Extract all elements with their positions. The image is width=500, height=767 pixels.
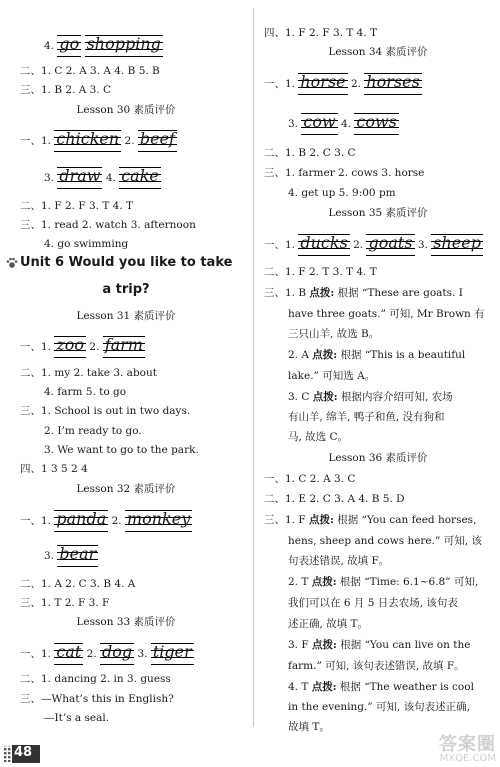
lesson-heading: Lesson 32 素质评价: [76, 483, 176, 495]
right-column: [256, 0, 500, 767]
watermark-url: MXQE.COM: [439, 753, 496, 764]
hint-label: 点拨:: [311, 681, 337, 693]
hint-label: 点拨:: [312, 391, 338, 403]
answer-line: 四、1 3 5 2 4: [20, 463, 88, 475]
lesson-heading: Lesson 35 素质评价: [328, 207, 428, 219]
answer-line: have three goats.” 可知, Mr Brown 有: [288, 308, 485, 320]
answer-line: 三、1. B 2. A 3. C: [20, 84, 112, 96]
answer-line: 三只山羊, 故选 B。: [288, 328, 380, 340]
answer-line: 三、—What’s this in English?: [20, 693, 174, 705]
answer-line: [44, 544, 98, 568]
answer-line: 二、1. E 2. C 3. A 4. B 5. D: [264, 493, 405, 505]
unit-title: Unit 6 Would you like to take: [20, 255, 233, 270]
item-number: 2.: [83, 648, 100, 660]
item-number: 4.: [102, 172, 120, 184]
answer-line: [288, 390, 453, 404]
handwritten-word: cows: [354, 112, 399, 136]
answer-line: 二、1. F 2. F 3. T 4. T: [20, 200, 134, 212]
hint-text: 根据 “You can feed horses,: [333, 514, 477, 526]
answer-line: [20, 335, 145, 359]
lesson-heading: Lesson 36 素质评价: [328, 452, 428, 464]
handwritten-word: monkey: [125, 509, 192, 533]
answer-line: 四、1. F 2. F 3. T 4. T: [264, 27, 378, 39]
answer-line: 我们可以在 6 月 5 日去农场, 该句表: [288, 597, 458, 609]
item-number: 3. C: [288, 391, 313, 403]
lesson-heading: Lesson 34 素质评价: [328, 46, 428, 58]
hint-text: 根据 “Time: 6.1~6.8” 可知,: [336, 576, 479, 588]
handwritten-word: farm: [103, 335, 145, 359]
item-number: 一、1.: [20, 341, 55, 353]
lesson-heading: Lesson 33 素质评价: [76, 616, 176, 628]
answer-line: 二、1. B 2. C 3. C: [264, 147, 356, 159]
answer-line: 2. I’m ready to go.: [44, 425, 142, 437]
item-number: 2.: [347, 78, 365, 90]
answer-line: 马, 故选 C。: [288, 431, 349, 443]
item-number: 2.: [349, 239, 367, 251]
answer-line: 三、1. read 2. watch 3. afternoon: [20, 219, 196, 231]
answer-line: in the evening.” 可知, 该句表述正确,: [288, 701, 471, 713]
handwritten-word: sheep: [431, 233, 483, 257]
item-number: 4.: [44, 40, 58, 52]
item-number: 4. T: [288, 681, 312, 693]
answer-line: [20, 509, 192, 533]
hint-label: 点拨:: [311, 576, 337, 588]
answer-line: 三、1. farmer 2. cows 3. horse: [264, 167, 425, 179]
answer-line: 二、1. my 2. take 3. about: [20, 367, 157, 379]
lesson-heading: Lesson 31 素质评价: [76, 310, 176, 322]
item-number: 三、1. B: [264, 287, 310, 299]
handwritten-word: go: [57, 34, 81, 58]
answer-line: [264, 233, 483, 257]
answer-line: 一、1. C 2. A 3. C: [264, 473, 356, 485]
item-number: 一、1.: [264, 78, 299, 90]
handwritten-word: horse: [298, 72, 347, 96]
hint-text: 根据内容介绍可知, 农场: [337, 391, 453, 403]
item-number: 2. T: [288, 576, 312, 588]
handwritten-word: beef: [138, 129, 177, 153]
paw-icon: [6, 257, 18, 269]
hint-text: 根据 “The weather is cool: [336, 681, 474, 693]
answer-line: [288, 680, 474, 694]
answer-line: [288, 575, 478, 589]
hint-text: 根据 “You can live on the: [336, 639, 471, 651]
answer-line: [264, 72, 422, 96]
handwritten-word: cow: [301, 112, 337, 136]
handwritten-word: ducks: [298, 233, 349, 257]
answer-line: 二、1. A 2. C 3. B 4. A: [20, 578, 136, 590]
handwritten-word: cake: [119, 166, 161, 190]
answer-line: 三、1. T 2. F 3. F: [20, 597, 110, 609]
answer-line: [264, 513, 476, 527]
item-number: 2. A: [288, 349, 313, 361]
answer-line: farm.” 可知, 该句表述错误, 故填 F。: [288, 660, 465, 672]
answer-line: lake.” 可知选 A。: [288, 370, 376, 382]
hint-label: 点拨:: [311, 639, 337, 651]
handwritten-word: panda: [54, 509, 108, 533]
answer-line: hens, sheep and cows here.” 可知, 该: [288, 535, 482, 547]
hint-label: 点拨:: [308, 514, 334, 526]
answer-line: 故填 T。: [288, 721, 330, 733]
hint-label: 点拨:: [309, 287, 335, 299]
answer-line: 二、1. dancing 2. in 3. guess: [20, 673, 171, 685]
handwritten-word: goats: [366, 233, 414, 257]
answer-line: 4. go swimming: [44, 238, 129, 250]
hint-text: 根据 “These are goats. I: [334, 287, 463, 299]
handwritten-word: tiger: [151, 642, 194, 666]
item-number: 3. F: [288, 639, 312, 651]
item-number: 3.: [134, 648, 151, 660]
handwritten-word: draw: [57, 166, 102, 190]
page-number-text: 48: [14, 745, 33, 760]
item-number: 一、1.: [20, 135, 55, 147]
handwritten-word: horses: [364, 72, 421, 96]
answer-line: [288, 638, 470, 652]
answer-line: 句表述错误, 故填 F。: [288, 555, 390, 567]
answer-line: 4. get up 5. 9:00 pm: [288, 187, 396, 199]
page-number-badge: [4, 744, 58, 764]
answer-line: [20, 129, 177, 153]
unit-title-continued: a trip?: [102, 282, 150, 297]
answer-line: 二、1. C 2. A 3. A 4. B 5. B: [20, 65, 160, 77]
watermark: [439, 736, 496, 764]
watermark-text: 答案圈: [439, 734, 496, 755]
item-number: 3.: [414, 239, 432, 251]
lesson-heading: Lesson 30 素质评价: [76, 104, 176, 116]
answer-line: 三、1. School is out in two days.: [20, 405, 191, 417]
answer-line: [20, 642, 194, 666]
item-number: 一、1.: [264, 239, 299, 251]
item-number: 一、1.: [20, 515, 55, 527]
item-number: 3.: [44, 550, 58, 562]
item-number: 一、1.: [20, 648, 55, 660]
hint-text: 根据 “This is a beautiful: [337, 349, 466, 361]
handwritten-word: dog: [100, 642, 134, 666]
item-number: 三、1. F: [264, 514, 309, 526]
column-divider: [253, 8, 254, 727]
item-number: 2.: [108, 515, 125, 527]
item-number: 2.: [121, 135, 138, 147]
answer-line: 二、1. F 2. T 3. T 4. T: [264, 266, 377, 278]
answer-line: —It’s a seal.: [44, 712, 110, 724]
item-number: 4.: [337, 118, 355, 130]
item-number: 2.: [86, 341, 103, 353]
answer-line: [44, 166, 161, 190]
handwritten-word: shopping: [85, 34, 163, 58]
answer-line: [288, 348, 465, 362]
item-number: 3.: [288, 118, 302, 130]
item-number: 3.: [44, 172, 58, 184]
answer-line: 4. farm 5. to go: [44, 386, 127, 398]
answer-line: [288, 112, 399, 136]
handwritten-word: cat: [54, 642, 83, 666]
handwritten-word: chicken: [54, 129, 121, 153]
answer-line: [264, 286, 463, 300]
answer-line: [44, 34, 163, 58]
handwritten-word: zoo: [54, 335, 86, 359]
answer-line: 3. We want to go to the park.: [44, 444, 199, 456]
answer-line: 有山羊, 绵羊, 鸭子和鱼, 没有狗和: [288, 411, 445, 423]
answer-line: 述正确, 故填 T。: [288, 618, 369, 630]
handwritten-word: bear: [57, 544, 98, 568]
hint-label: 点拨:: [312, 349, 338, 361]
